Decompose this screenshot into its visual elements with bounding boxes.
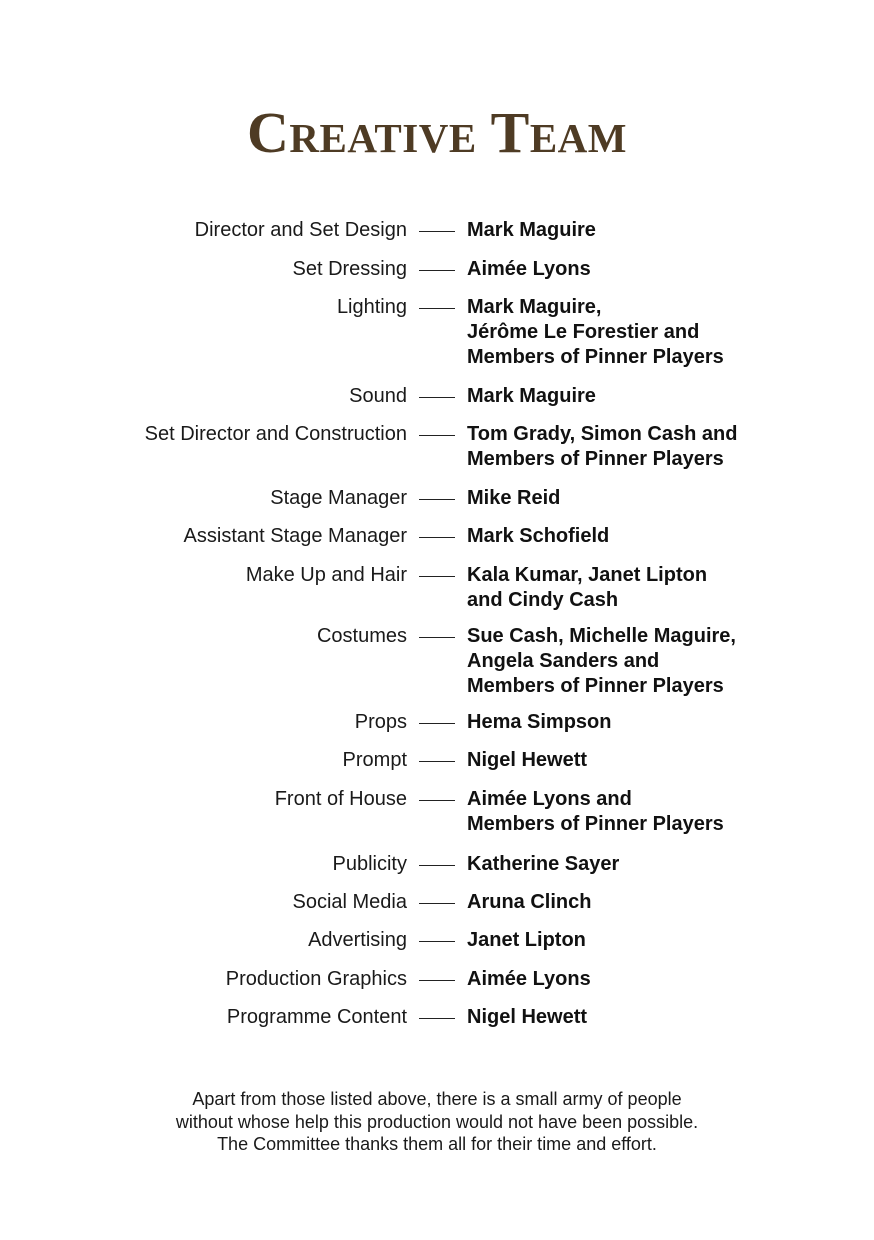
credit-divider	[419, 865, 455, 866]
credit-names: Katherine Sayer	[467, 852, 620, 875]
credit-role: Director and Set Design	[194, 219, 407, 241]
credit-row	[0, 422, 874, 472]
credit-role: Production Graphics	[225, 967, 407, 990]
credit-divider	[419, 499, 455, 500]
credit-row	[0, 563, 874, 613]
credit-row	[0, 928, 874, 953]
credit-role: Publicity	[332, 852, 407, 875]
credit-names: Aimée Lyons	[467, 257, 591, 280]
credit-names: Mark Maguire, Jérôme Le Forestier and Members of Pinner Players	[467, 296, 724, 368]
credit-row	[0, 787, 874, 837]
credit-divider	[419, 537, 455, 538]
credit-role: Programme Content	[226, 1006, 407, 1028]
credit-role: Set Director and Construction	[144, 423, 407, 445]
credit-row	[0, 1005, 874, 1030]
credit-divider	[419, 723, 455, 724]
credit-divider	[419, 761, 455, 762]
credit-role: Make Up and Hair	[245, 563, 407, 586]
credit-names: Hema Simpson	[467, 710, 612, 733]
credit-role: Prompt	[342, 749, 407, 771]
credit-divider	[419, 1018, 455, 1019]
credit-divider	[419, 435, 455, 436]
credit-divider	[419, 980, 455, 981]
credit-names: Janet Lipton	[467, 929, 586, 951]
credit-divider	[419, 637, 455, 638]
credit-names: Nigel Hewett	[467, 749, 588, 771]
credit-row	[0, 967, 874, 992]
credit-names: Kala Kumar, Janet Lipton and Cindy Cash	[467, 563, 708, 611]
credit-row	[0, 486, 874, 511]
credit-row	[0, 890, 874, 915]
credit-row	[0, 710, 874, 735]
credit-role: Social Media	[292, 890, 407, 913]
credit-row	[0, 524, 874, 549]
credit-role: Sound	[349, 384, 407, 407]
credit-divider	[419, 800, 455, 801]
credits-list	[0, 218, 874, 1030]
credit-divider	[419, 308, 455, 309]
credit-names: Nigel Hewett	[467, 1006, 588, 1028]
credit-names: Aimée Lyons and Members of Pinner Players	[467, 787, 724, 835]
credit-row	[0, 852, 874, 877]
credit-names: Tom Grady, Simon Cash and Members of Pinner Players	[467, 423, 738, 470]
credit-row	[0, 748, 874, 773]
credit-role: Stage Manager	[270, 486, 407, 509]
credit-names: Mark Maguire	[467, 384, 596, 407]
credit-role: Set Dressing	[292, 257, 407, 280]
credit-names: Aruna Clinch	[467, 890, 592, 913]
credit-names: Aimée Lyons	[467, 967, 591, 990]
acknowledgement-note	[0, 1088, 874, 1156]
credit-role: Lighting	[336, 296, 407, 318]
credit-row	[0, 295, 874, 370]
credit-divider	[419, 397, 455, 398]
credit-names: Sue Cash, Michelle Maguire, Angela Sanders and Members of Pinner Players	[467, 624, 736, 697]
credit-row	[0, 384, 874, 409]
credit-role: Front of House	[274, 787, 407, 810]
acknowledgement-line: The Committee thanks them all for their time and effort.	[217, 1134, 657, 1154]
credit-divider	[419, 903, 455, 904]
page-title: Creative Team	[247, 100, 627, 165]
credit-names: Mike Reid	[467, 486, 561, 509]
credit-names: Mark Schofield	[467, 525, 610, 547]
credit-row	[0, 218, 874, 243]
credit-row	[0, 257, 874, 282]
credit-names: Mark Maguire	[467, 219, 596, 241]
acknowledgement-line: Apart from those listed above, there is a small army of people	[192, 1089, 682, 1109]
credit-role: Advertising	[308, 929, 407, 951]
credit-row	[0, 624, 874, 699]
credit-divider	[419, 941, 455, 942]
credit-divider	[419, 576, 455, 577]
acknowledgement-line: without whose help this production would not have been possible.	[175, 1111, 699, 1132]
credit-divider	[419, 270, 455, 271]
credit-divider	[419, 231, 455, 232]
credit-role: Props	[354, 710, 407, 733]
credit-role: Assistant Stage Manager	[183, 525, 407, 547]
credit-role: Costumes	[316, 624, 407, 647]
